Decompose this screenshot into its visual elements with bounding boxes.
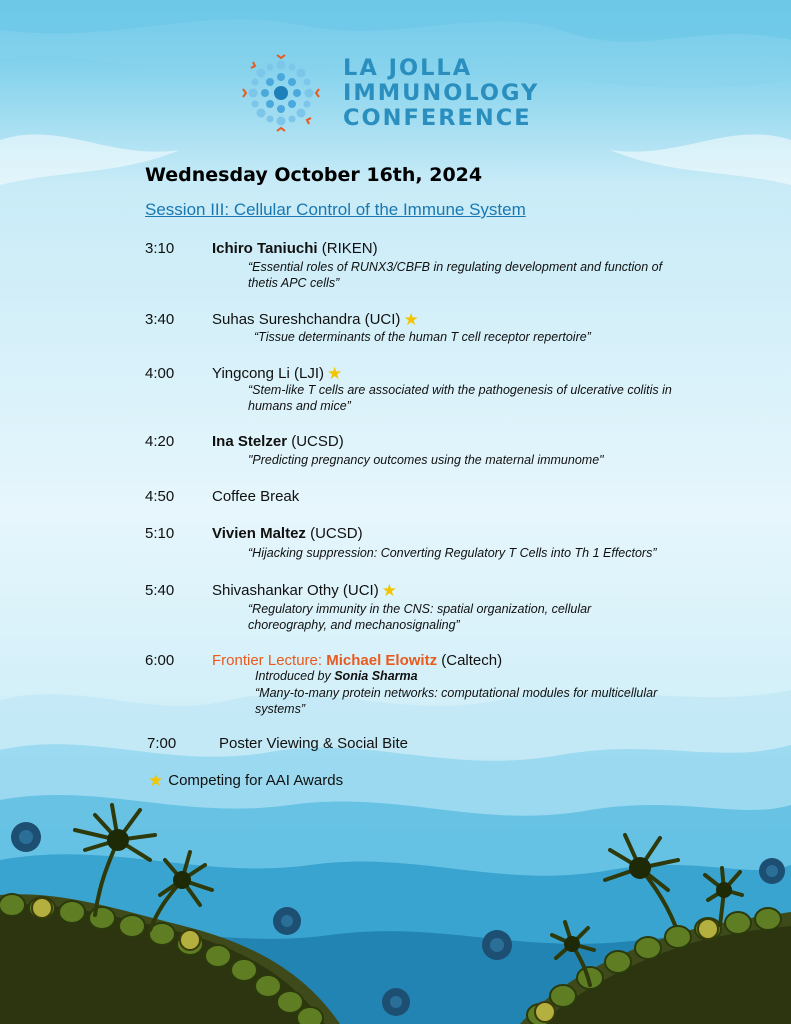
speaker-name: Vivien Maltez <box>212 525 306 542</box>
speaker-name: Ichiro Taniuchi <box>212 240 318 257</box>
intro-label: Introduced by <box>255 669 335 683</box>
talk-title: “Hijacking suppression: Converting Regulatory T Cells into Th 1 Effectors” <box>248 546 657 560</box>
speaker-name: Yingcong Li (LJI) <box>212 365 325 382</box>
talk-time: 3:40 <box>145 311 175 328</box>
legend-text: Competing for AAI Awards <box>168 772 344 789</box>
award-legend <box>148 772 343 789</box>
talk-speaker-line <box>212 525 363 542</box>
introduced-by <box>255 669 418 683</box>
talk-speaker-line <box>212 582 397 599</box>
break-label: Coffee Break <box>212 488 300 505</box>
star-icon: ★ <box>381 581 397 600</box>
talk-title: “Essential roles of RUNX3/CBFB in regulating development and function of thetis APC cells” <box>248 260 663 290</box>
star-icon: ★ <box>403 310 419 329</box>
talk-speaker-line <box>212 652 502 669</box>
speaker-name: Shivashankar Othy (UCI) <box>212 582 379 599</box>
talk-speaker-line <box>212 433 344 450</box>
star-icon: ★ <box>327 364 343 383</box>
speaker-affiliation: (UCSD) <box>287 433 344 450</box>
logo-line-2: IMMUNOLOGY <box>343 80 540 106</box>
event-label: Poster Viewing & Social Bite <box>219 735 408 752</box>
intro-name: Sonia Sharma <box>334 669 418 683</box>
event-date: Wednesday October 16th, 2024 <box>145 164 483 186</box>
talk-time: 5:40 <box>145 582 175 599</box>
talk-title: “Tissue determinants of the human T cell receptor repertoire” <box>254 330 591 344</box>
talk-time: 4:00 <box>145 365 175 382</box>
talk-time: 4:50 <box>145 488 175 505</box>
speaker-name: Suhas Sureshchandra (UCI) <box>212 311 401 328</box>
talk-time: 3:10 <box>145 240 175 257</box>
talk-title: “Stem-like T cells are associated with the pathogenesis of ulcerative colitis in humans and mice” <box>248 383 672 413</box>
frontier-lecture-label: Frontier Lecture: <box>212 652 327 669</box>
talk-speaker-line <box>212 365 342 382</box>
speaker-affiliation: (Caltech) <box>437 652 503 669</box>
talk-time: 5:10 <box>145 525 175 542</box>
talk-time: 4:20 <box>145 433 175 450</box>
conference-wordmark <box>343 56 539 131</box>
logo-line-3: CONFERENCE <box>343 105 532 131</box>
talk-title: “Many-to-many protein networks: computational modules for multicellular systems” <box>255 686 658 716</box>
logo-line-1: LA JOLLA <box>343 55 473 81</box>
session-title-link[interactable]: Session III: Cellular Control of the Immune System <box>145 200 526 219</box>
talk-time: 6:00 <box>145 652 175 669</box>
talk-title: "Predicting pregnancy outcomes using the maternal immunome" <box>248 453 604 467</box>
star-icon: ★ <box>148 771 164 790</box>
speaker-name: Ina Stelzer <box>212 433 288 450</box>
talk-title: “Regulatory immunity in the CNS: spatial organization, cellular choreography, and mechanosignaling” <box>248 602 592 632</box>
speaker-name: Michael Elowitz <box>326 652 438 669</box>
speaker-affiliation: (RIKEN) <box>317 240 378 257</box>
speaker-affiliation: (UCSD) <box>305 525 363 542</box>
talk-time: 7:00 <box>147 735 177 752</box>
talk-speaker-line <box>212 240 378 257</box>
conference-logo-icon <box>236 50 326 136</box>
talk-speaker-line <box>212 311 419 328</box>
